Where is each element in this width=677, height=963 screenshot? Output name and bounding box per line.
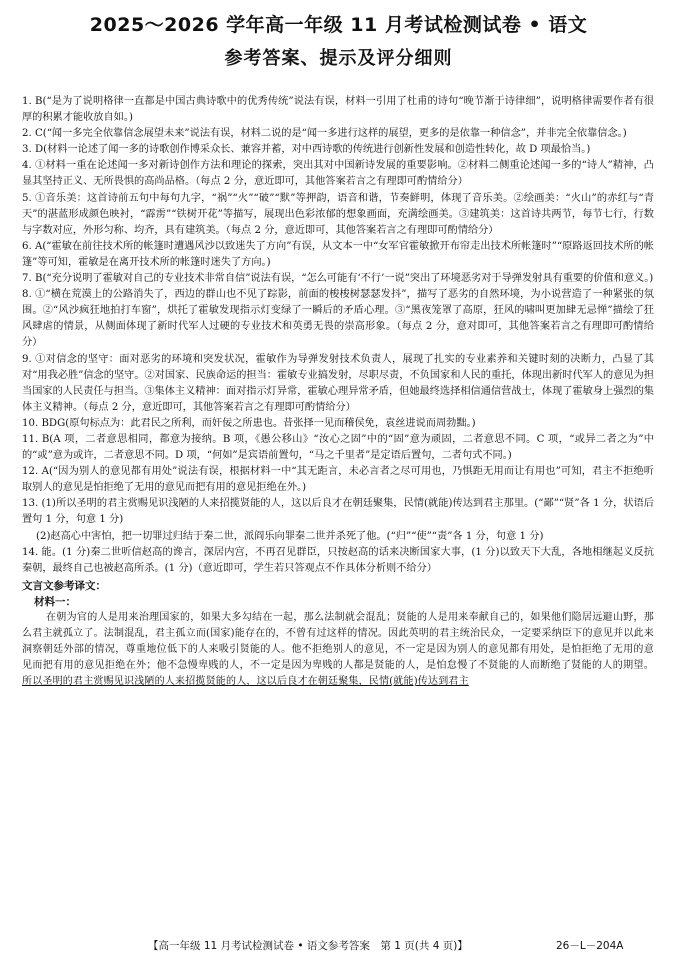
answer-2: 2. C(“闻一多完全依靠信念展望未来”说法有误，材料二说的是“闻一多进行这样的展望，更多的是依靠一种信念”，并非完全依靠信念。) xyxy=(22,128,627,140)
translation-text xyxy=(22,610,654,690)
answer-14: 14. 能。(1 分)秦二世听信赵高的谗言，深居内宫，不再召见群臣，只按赵高的话来决断国家大事，(1 分)以致天下大乱，各地相继起义反抗秦朝，最终自己也被赵高所杀。(1 分)（意近即可，学生若只答观点不作具体分析则不给分） xyxy=(22,546,654,574)
answer-8: 8. ①“横在荒漠上的公路消失了，西边的群山也不见了踪影，前面的梭梭树瑟瑟发抖”，描写了恶劣的自然环境，为小说营造了一种紧张的氛围。②“风沙疯狂地拍打车窗”，烘托了霍敏发现指示灯变绿了一瞬后的矛盾心理。③“黑夜笼罩了高原，狂风的啸叫更加肆无忌惮”描绘了狂风肆虐的情景，从侧面体现了新时代军人过硬的专业技术和英勇无畏的崇高形象。（每点 2 分，意对即可，其他答案若言之有理即可酌情给分） xyxy=(22,289,654,349)
answer-4: 4. ①材料一重在论述闻一多对新诗创作方法和理论的探索，突出其对中国新诗发展的重要影响。②材料二侧重论述闻一多的“诗人”精神，凸显其坚持正义、无所畏惧的高尚品格。（每点 2 分，意近即可，其他答案若言之有理即可酌情给分） xyxy=(22,160,654,188)
translation-text-underlined: 所以圣明的君主赏赐见识浅陋的人来招揽贤能的人，这以后良才在朝廷聚集，民情(就能)传达到君主 xyxy=(22,676,469,687)
answer-13-part-2: (2)赵高心中害怕，把一切罪过归结于秦二世，派阎乐向罪秦二世并杀死了他。(“归”“使”“责”各 1 分，句意 1 分) xyxy=(36,530,544,542)
translation-text-main: 在朝为官的人是用来治理国家的，如果大多勾结在一起，那么法制就会混乱；贤能的人是用来奉献自己的，如果他们隐居远避山野，那么君主就孤立了。法制混乱，君主孤立而(国家)能存在的，不曾有过这样的情况。因此英明的君主统治民众，一定要采纳臣下的意见并以此来洞察朝廷外部的情况，尊重地位低下的人来吸引贤能的人。他不拒绝别人的意见，不一定是因为别人的意见都有用处，是怕拒绝了无用的意见而把有用的意见拒绝在外；他不急慢卑贱的人，不一定是因为卑贱的人都是贤能的人，是怕怠慢了不贤能的人而断绝了贤能的人的期望。 xyxy=(22,612,654,671)
answer-12: 12. A(“因为别人的意见都有用处”说法有误，根据材料一中“其无距言，未必言者之尽可用也，乃惧距无用而让有用也”可知，君主不拒绝听取别人的意见是怕拒绝了无用的意见而把有用的意见拒绝在外。) xyxy=(22,466,654,494)
answer-1: 1. B(“是为了说明格律一直都是中国古典诗歌中的优秀传统”说法有误，材料一引用了杜甫的诗句“晚节渐于诗律细”，说明格律需要作者有很厚的积累才能收放自如。) xyxy=(22,96,654,124)
answer-11: 11. B(A 项，二者意思相同，都意为接纳。B 项，《愚公移山》“汝心之固”中的“固”意为顽固，二者意思不同。C 项，“或异二者之为”中的“或”意为或许，二者意思不同。D 项，“何如”是宾语前置句，“马之千里者”是定语后置句，二者句式不同。) xyxy=(22,433,654,462)
answer-10: 10. BDG(原句标点为：此君民之所利，而奸佞之所患也。昔张择一见而稽侯免，袁丝进说而周勃黜。) xyxy=(22,417,476,429)
answer-body xyxy=(22,94,654,690)
page-subtitle: 参考答案、提示及评分细则 xyxy=(224,48,453,69)
footer-text: 【高一年级 11 月考试检测试卷 • 语文参考答案 第 1 页(共 4 页)】 xyxy=(148,940,468,952)
answer-9: 9. ①对信念的坚守：面对恶劣的环境和突发状况，霍敏作为导弹发射技术负责人，展现了扎实的专业素养和关键时刻的决断力，凸显了其对“用我必胜”信念的坚守。②对国家、民族命运的担当：霍敏专业搞发射，尽职尽责，不负国家和人民的重托，体现出新时代军人的意见为担当国家的人民责任与担当。③集体主义精神：面对指示灯异常，霍敏心理异常矛盾，但她最终选择相信通信营战士，体现了霍敏身上强烈的集体主义精神。（每点 2 分，意近即可，其他答案若言之有理即可酌情给分） xyxy=(22,353,654,413)
answer-7: 7. B(“充分说明了霍敏对自己的专业技术非常自信”说法有误，“怎么可能有‘不行’一说”突出了环境恶劣对于导弹发射具有重要的价值和意义。) xyxy=(22,273,654,285)
translation-heading: 文言文参考译文： xyxy=(22,579,106,592)
answer-6: 6. A(“霍敏在前往技术所的帐篷时遭遇风沙以致迷失了方向”有误，从文本一中“女军官霍敏掀开布帘走出技术所帐篷时”“原路返回技术所的帐篷”等可知，霍敏是在离开技术所的帐篷时迷失了方向。) xyxy=(22,240,654,268)
page-footer xyxy=(0,936,677,954)
footer-code: 26－L－204A xyxy=(556,940,624,952)
answer-13-part-1: 13. (1)所以圣明的君主赏赐见识浅陋的人来招揽贤能的人，这以后良才在朝廷聚集，民情(就能)传达到君主那里。(“鄙”“贤”各 1 分，状语后置句 1 分，句意 1 分) xyxy=(22,498,654,526)
answer-5: 5. ①音乐美：这首诗前五句中每句九字，“祸”“火”“破”“默”等押韵，语音和谐，节奏鲜明，体现了音乐美。②绘画美：“火山”的赤红与“青天”的湛蓝形成颜色映衬，“霹雳”“铁树开花”等描写，展现出色彩浓郁的想象画面，充满绘画美。③建筑美：这首诗共两节，每节七行，行数与字数对应，外形匀称、均齐，具有建筑美。（每点 2 分，意近即可，其他答案若言之有理即可酌情给分） xyxy=(22,192,654,236)
answer-3: 3. D(材料一论述了闻一多的诗歌创作博采众长、兼容并蓄，对中西诗歌的传统进行创新性发展和创造性转化，故 D 项最恰当。) xyxy=(22,144,591,156)
page-title: 2025～2026 学年高一年级 11 月考试检测试卷 • 语文 xyxy=(89,14,588,36)
material-label: 材料一： xyxy=(34,595,76,608)
